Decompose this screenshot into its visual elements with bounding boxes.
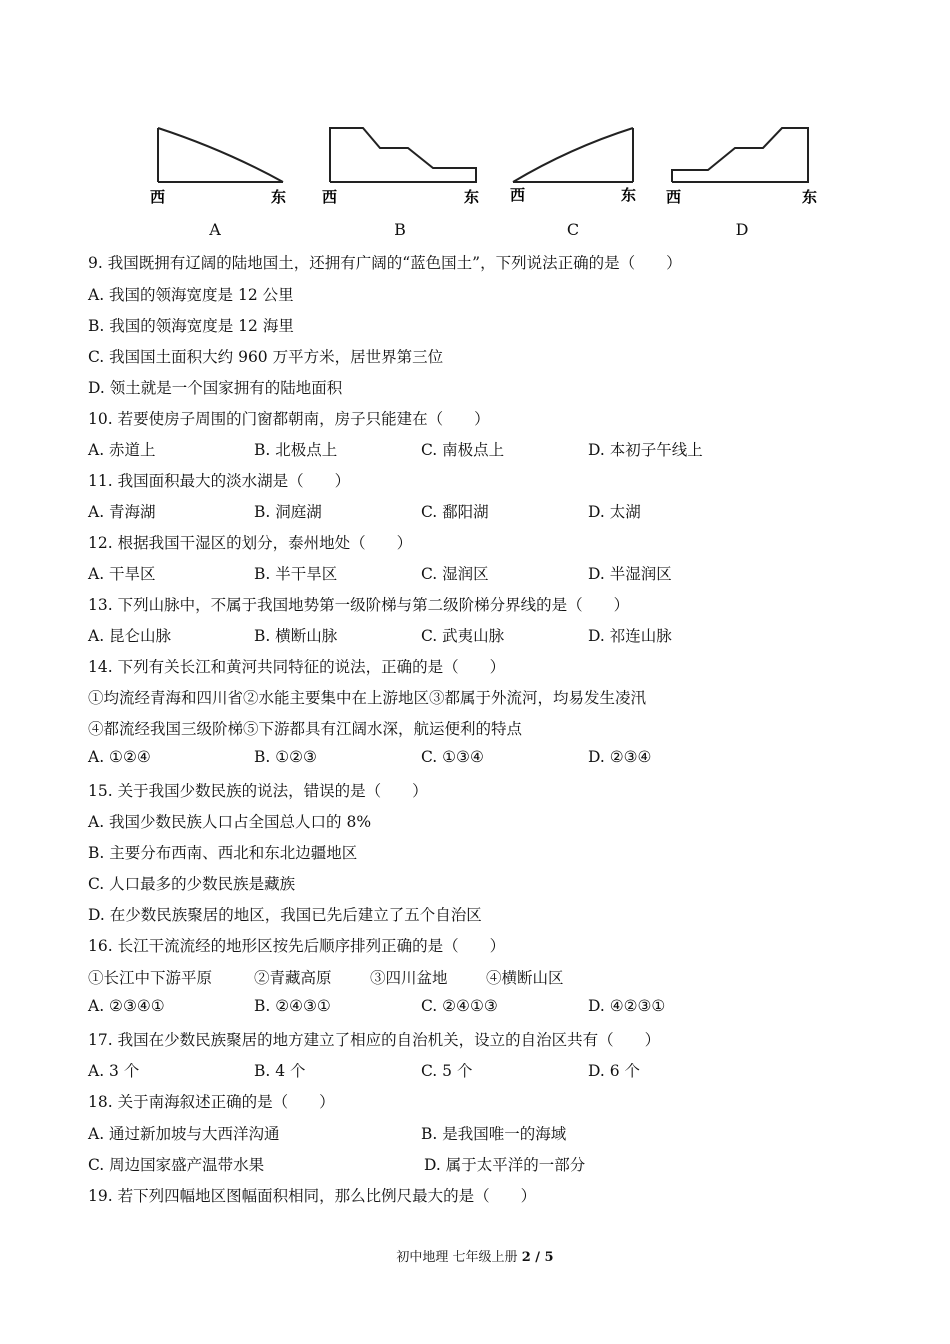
q18-option-c: C. 周边国家盛产温带水果 bbox=[88, 1156, 265, 1174]
q11-option-c: C. 鄱阳湖 bbox=[421, 503, 489, 521]
q16-option-a: A. ②③④① bbox=[88, 997, 165, 1015]
q14-option-a: A. ①②④ bbox=[88, 748, 151, 766]
q10-option-a: A. 赤道上 bbox=[88, 441, 156, 459]
q11-option-b: B. 洞庭湖 bbox=[254, 503, 322, 521]
q12-options bbox=[88, 562, 848, 584]
q13-option-c: C. 武夷山脉 bbox=[421, 627, 505, 645]
q9-option-d: D. 领土就是一个国家拥有的陆地面积 bbox=[88, 379, 343, 397]
q12-option-b: B. 半干旱区 bbox=[254, 565, 338, 583]
q13-option-b: B. 横断山脉 bbox=[254, 627, 338, 645]
q16-stem: 16. 长江干流流经的地形区按先后顺序排列正确的是（ ） bbox=[88, 937, 506, 955]
profile-c-west: 西 bbox=[510, 186, 526, 204]
profile-a-east: 东 bbox=[271, 188, 287, 206]
q14-stem: 14. 下列有关长江和黄河共同特征的说法，正确的是（ ） bbox=[88, 658, 506, 676]
page-footer bbox=[0, 1246, 950, 1265]
q15-option-b: B. 主要分布西南、西北和东北边疆地区 bbox=[88, 844, 358, 862]
profile-a-drawing bbox=[145, 110, 295, 210]
footer-text: 初中地理 七年级上册 bbox=[396, 1250, 522, 1265]
q14-statements-line2: ④都流经我国三级阶梯⑤下游都具有江阔水深，航运便利的特点 bbox=[88, 720, 523, 738]
q10-stem: 10. 若要使房子周围的门窗都朝南，房子只能建在（ ） bbox=[88, 410, 490, 428]
profile-d-west: 西 bbox=[666, 188, 682, 206]
q13-option-a: A. 昆仑山脉 bbox=[88, 627, 172, 645]
profile-c-drawing bbox=[505, 110, 650, 210]
q16-item-4: ④横断山区 bbox=[486, 969, 564, 987]
profile-b-label: B bbox=[394, 220, 406, 239]
q12-option-d: D. 半湿润区 bbox=[588, 565, 672, 583]
profile-a-label: A bbox=[209, 220, 221, 239]
q17-option-a: A. 3 个 bbox=[88, 1062, 140, 1080]
q15-option-d: D. 在少数民族聚居的地区，我国已先后建立了五个自治区 bbox=[88, 906, 482, 924]
q17-option-d: D. 6 个 bbox=[588, 1062, 641, 1080]
q10-option-c: C. 南极点上 bbox=[421, 441, 505, 459]
q11-stem: 11. 我国面积最大的淡水湖是（ ） bbox=[88, 472, 351, 490]
q13-options bbox=[88, 624, 848, 646]
q9-option-b: B. 我国的领海宽度是 12 海里 bbox=[88, 317, 294, 335]
q18-stem: 18. 关于南海叙述正确的是（ ） bbox=[88, 1093, 335, 1111]
q16-option-c: C. ②④①③ bbox=[421, 997, 498, 1015]
profile-b-drawing bbox=[318, 110, 488, 210]
q17-option-b: B. 4 个 bbox=[254, 1062, 306, 1080]
profile-b-east: 东 bbox=[464, 188, 480, 206]
q10-option-b: B. 北极点上 bbox=[254, 441, 338, 459]
q11-options bbox=[88, 500, 848, 522]
q9-option-c: C. 我国国土面积大约 960 万平方米，居世界第三位 bbox=[88, 348, 444, 366]
profile-d-east: 东 bbox=[802, 188, 818, 206]
q19-stem: 19. 若下列四幅地区图幅面积相同，那么比例尺最大的是（ ） bbox=[88, 1187, 537, 1205]
q16-items bbox=[88, 966, 848, 988]
q12-stem: 12. 根据我国干湿区的划分，泰州地处（ ） bbox=[88, 534, 413, 552]
q14-statements-line1: ①均流经青海和四川省②水能主要集中在上游地区③都属于外流河，均易发生凌汛 bbox=[88, 689, 647, 707]
q16-item-3: ③四川盆地 bbox=[370, 969, 448, 987]
q14-options bbox=[88, 748, 848, 770]
q12-option-c: C. 湿润区 bbox=[421, 565, 489, 583]
q16-option-b: B. ②④③① bbox=[254, 997, 331, 1015]
q9-option-a: A. 我国的领海宽度是 12 公里 bbox=[88, 286, 294, 304]
q17-options bbox=[88, 1059, 848, 1081]
q18-options-row1 bbox=[88, 1122, 848, 1144]
q18-options-row2 bbox=[88, 1153, 848, 1175]
profile-c-east: 东 bbox=[621, 186, 637, 204]
profile-d-drawing bbox=[660, 110, 830, 210]
q13-stem: 13. 下列山脉中，不属于我国地势第一级阶梯与第二级阶梯分界线的是（ ） bbox=[88, 596, 630, 614]
q15-option-a: A. 我国少数民族人口占全国总人口的 8% bbox=[88, 813, 372, 831]
q12-option-a: A. 干旱区 bbox=[88, 565, 156, 583]
q17-stem: 17. 我国在少数民族聚居的地方建立了相应的自治机关，设立的自治区共有（ ） bbox=[88, 1031, 661, 1049]
q17-option-c: C. 5 个 bbox=[421, 1062, 473, 1080]
q13-option-d: D. 祁连山脉 bbox=[588, 627, 672, 645]
q16-item-2: ②青藏高原 bbox=[254, 969, 332, 987]
page-number: 2 / 5 bbox=[521, 1250, 554, 1265]
q11-option-a: A. 青海湖 bbox=[88, 503, 156, 521]
q18-option-b: B. 是我国唯一的海域 bbox=[421, 1125, 567, 1143]
terrain-profile-figure bbox=[0, 110, 950, 240]
q18-option-d: D. 属于太平洋的一部分 bbox=[424, 1156, 586, 1174]
q14-option-b: B. ①②③ bbox=[254, 748, 317, 766]
q18-option-a: A. 通过新加坡与大西洋沟通 bbox=[88, 1125, 280, 1143]
q14-option-d: D. ②③④ bbox=[588, 748, 652, 766]
profile-d-label: D bbox=[735, 220, 749, 239]
q16-option-d: D. ④②③① bbox=[588, 997, 666, 1015]
q16-options bbox=[88, 997, 848, 1019]
q16-item-1: ①长江中下游平原 bbox=[88, 969, 213, 987]
q9-stem: 9. 我国既拥有辽阔的陆地国土，还拥有广阔的“蓝色国土”，下列说法正确的是（ ） bbox=[88, 254, 682, 272]
profile-b-west: 西 bbox=[322, 188, 338, 206]
profile-a-west: 西 bbox=[150, 188, 166, 206]
q14-option-c: C. ①③④ bbox=[421, 748, 484, 766]
profile-c-label: C bbox=[566, 220, 580, 239]
q10-option-d: D. 本初子午线上 bbox=[588, 441, 703, 459]
q10-options bbox=[88, 438, 848, 460]
q15-option-c: C. 人口最多的少数民族是藏族 bbox=[88, 875, 296, 893]
q11-option-d: D. 太湖 bbox=[588, 503, 641, 521]
q15-stem: 15. 关于我国少数民族的说法，错误的是（ ） bbox=[88, 782, 428, 800]
